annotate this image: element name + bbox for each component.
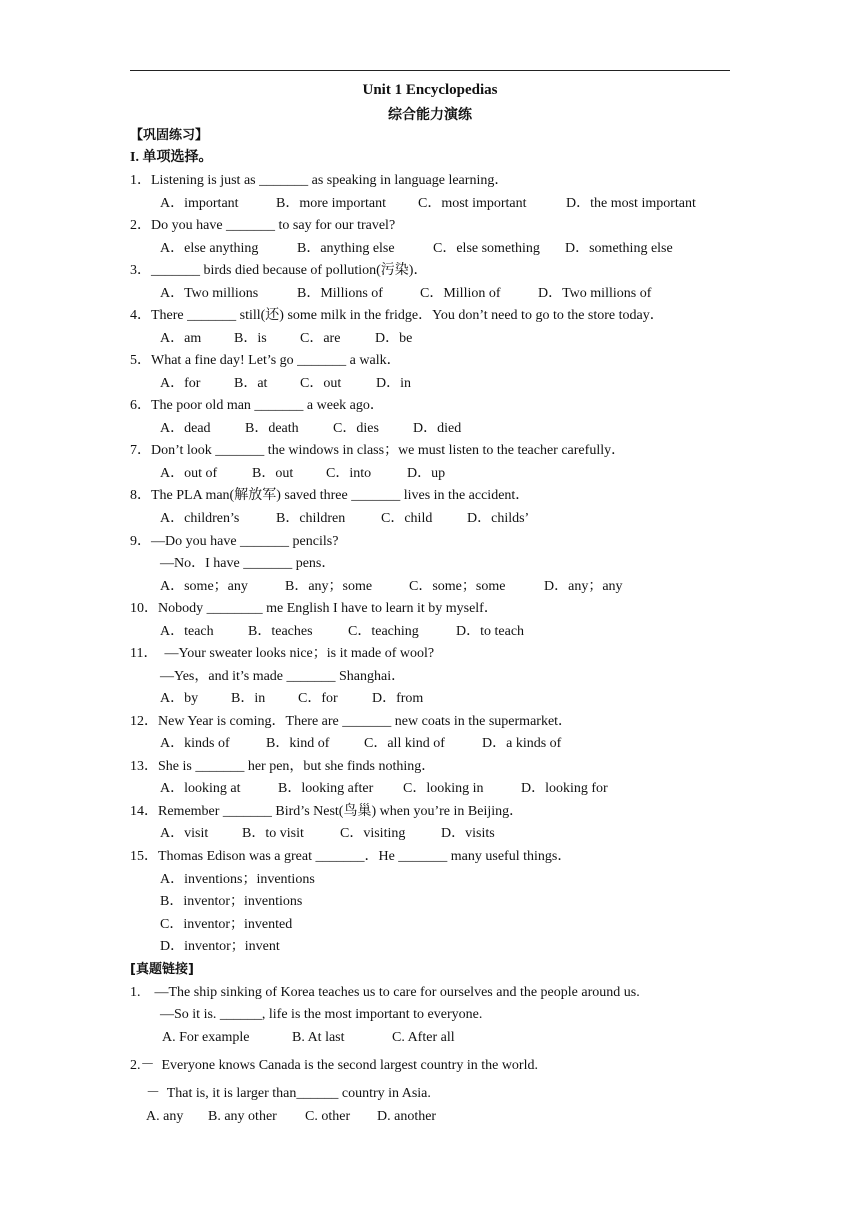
option-2a: A．else anything: [160, 241, 259, 256]
option-15b: B．inventor；inventions: [160, 894, 303, 909]
option-14c: C．visiting: [340, 826, 406, 841]
question-stem-2: 2．Do you have _______ to say for our travel?: [130, 218, 396, 233]
document-subtitle: 综合能力演练: [388, 107, 472, 123]
option-12c: C．all kind of: [364, 736, 445, 751]
question-stem-8: 8．The PLA man(解放军) saved three _______ lives in the accident．: [130, 488, 530, 503]
option-15a: A．inventions；inventions: [160, 872, 315, 887]
question-stem-13: 13．She is _______ her pen，but she finds nothing．: [130, 759, 436, 774]
link-question-1: 1. —The ship sinking of Korea teaches us to care for ourselves and the people around us.: [130, 985, 640, 1000]
option-10c: C．teaching: [348, 624, 419, 639]
option-4a: A．am: [160, 331, 202, 346]
option-6d: D．died: [413, 421, 462, 436]
option-10d: D．to teach: [456, 624, 525, 639]
option-8a: A．children’s: [160, 511, 240, 526]
option-2d: D．something else: [565, 241, 673, 256]
question-stem-11-reply: —Yes，and it’s made _______ Shanghai．: [160, 669, 406, 684]
part-heading: I. 单项选择。: [130, 150, 213, 165]
option-2c: C．else something: [433, 241, 540, 256]
option-6c: C．dies: [333, 421, 379, 436]
option-1d: D．the most important: [566, 196, 696, 211]
question-stem-12: 12．New Year is coming．There are _______ new coats in the supermarket．: [130, 714, 573, 729]
option-14a: A．visit: [160, 826, 209, 841]
link-option-2a: A. any: [146, 1109, 184, 1124]
option-7a: A．out of: [160, 466, 218, 481]
link-option-1a: A. For example: [162, 1030, 250, 1045]
option-8b: B．children: [276, 511, 346, 526]
link-option-2b: B. any other: [208, 1109, 277, 1124]
option-14d: D．visits: [441, 826, 495, 841]
option-7d: D．up: [407, 466, 446, 481]
link-option-1b: B. At last: [292, 1030, 345, 1045]
section-heading-links: [真题链接]: [130, 962, 194, 977]
option-8d: D．childs’: [467, 511, 530, 526]
option-1c: C．most important: [418, 196, 527, 211]
question-stem-7: 7．Don’t look _______ the windows in class；we must listen to the teacher carefully．: [130, 443, 626, 458]
option-9b: B．any；some: [285, 579, 373, 594]
option-13c: C．looking in: [403, 781, 484, 796]
question-stem-9: 9．—Do you have _______ pencils?: [130, 534, 339, 549]
option-4d: D．be: [375, 331, 413, 346]
question-stem-10: 10．Nobody ________ me English I have to learn it by myself．: [130, 601, 498, 616]
question-stem-3: 3．_______ birds died because of pollution(污染)．: [130, 263, 428, 278]
link-option-1c: C. After all: [392, 1030, 455, 1045]
option-12b: B．kind of: [266, 736, 330, 751]
option-13a: A．looking at: [160, 781, 241, 796]
question-stem-6: 6．The poor old man _______ a week ago．: [130, 398, 384, 413]
option-1b: B．more important: [276, 196, 387, 211]
link-question-2: 2.－ Everyone knows Canada is the second largest country in the world.: [130, 1058, 538, 1073]
link-question-2-reply: － That is, it is larger than______ country in Asia.: [146, 1086, 431, 1101]
option-9a: A．some；any: [160, 579, 248, 594]
option-7c: C．into: [326, 466, 372, 481]
section-heading: 【巩固练习】: [130, 128, 209, 143]
option-11a: A．by: [160, 691, 199, 706]
option-3d: D．Two millions of: [538, 286, 652, 301]
question-stem-15: 15．Thomas Edison was a great _______．He _______ many useful things．: [130, 849, 572, 864]
document-title: Unit 1 Encyclopedias: [362, 82, 498, 98]
question-stem-1: 1．Listening is just as _______ as speaking in language learning．: [130, 173, 509, 188]
option-5a: A．for: [160, 376, 201, 391]
question-stem-9-reply: —No．I have _______ pens．: [160, 556, 336, 571]
option-8c: C．child: [381, 511, 433, 526]
option-1a: A．important: [160, 196, 239, 211]
top-rule: [130, 70, 730, 71]
question-stem-5: 5．What a fine day! Let’s go _______ a walk．: [130, 353, 401, 368]
option-9d: D．any；any: [544, 579, 623, 594]
link-question-1-reply: —So it is. ______, life is the most important to everyone.: [160, 1007, 483, 1022]
link-option-2c: C. other: [305, 1109, 351, 1124]
option-14b: B．to visit: [242, 826, 304, 841]
option-11b: B．in: [231, 691, 266, 706]
option-5c: C．out: [300, 376, 342, 391]
option-10b: B．teaches: [248, 624, 313, 639]
option-5d: D．in: [376, 376, 411, 391]
option-3b: B．Millions of: [297, 286, 383, 301]
option-11c: C．for: [298, 691, 338, 706]
option-12a: A．kinds of: [160, 736, 230, 751]
question-stem-4: 4．There _______ still(还) some milk in the fridge．You don’t need to go to the store today．: [130, 308, 664, 323]
option-9c: C．some；some: [409, 579, 506, 594]
option-6b: B．death: [245, 421, 299, 436]
option-7b: B．out: [252, 466, 294, 481]
option-3a: A．Two millions: [160, 286, 259, 301]
option-12d: D．a kinds of: [482, 736, 562, 751]
option-13b: B．looking after: [278, 781, 374, 796]
option-15c: C．inventor；invented: [160, 917, 293, 932]
link-option-2d: D. another: [377, 1109, 437, 1124]
option-6a: A．dead: [160, 421, 211, 436]
question-stem-11: 11． —Your sweater looks nice；is it made of wool?: [130, 646, 435, 661]
option-4b: B．is: [234, 331, 267, 346]
question-stem-14: 14．Remember _______ Bird’s Nest(鸟巢) when you’re in Beijing．: [130, 804, 524, 819]
option-5b: B．at: [234, 376, 268, 391]
option-11d: D．from: [372, 691, 424, 706]
option-2b: B．anything else: [297, 241, 395, 256]
option-4c: C．are: [300, 331, 341, 346]
option-13d: D．looking for: [521, 781, 608, 796]
option-10a: A．teach: [160, 624, 214, 639]
option-3c: C．Million of: [420, 286, 501, 301]
option-15d: D．inventor；invent: [160, 939, 280, 954]
